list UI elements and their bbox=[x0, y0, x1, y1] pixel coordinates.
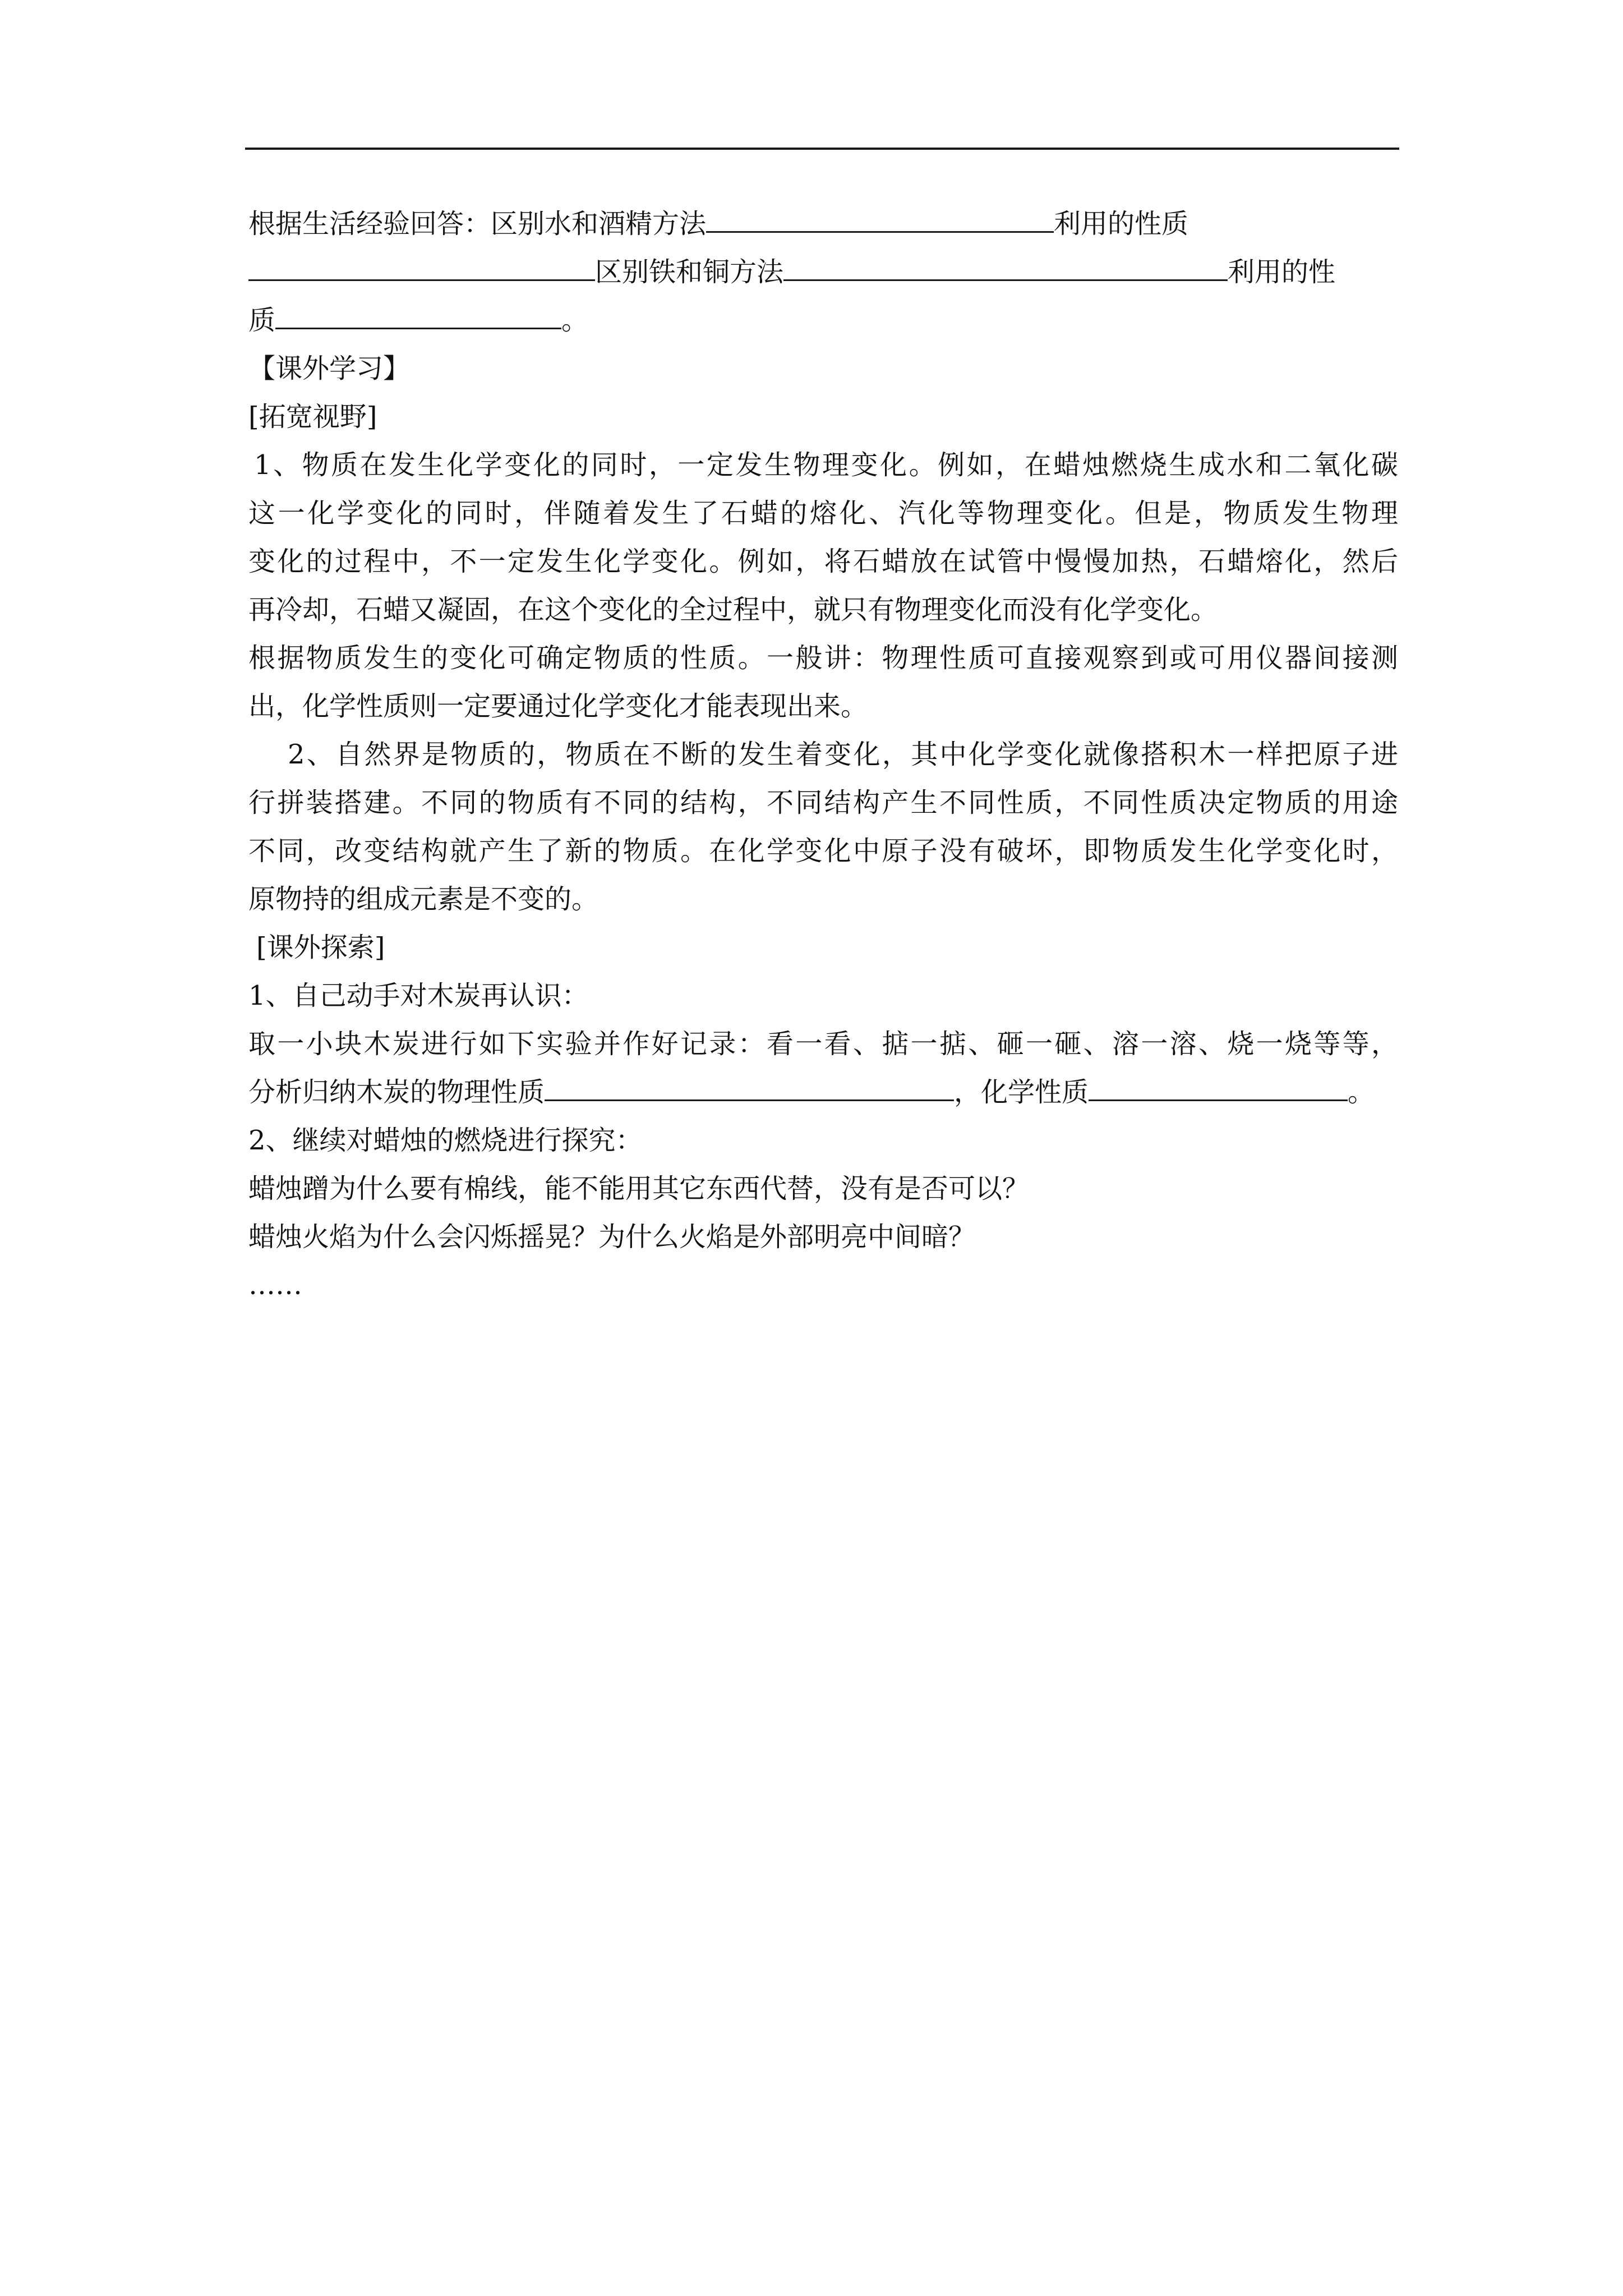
question-property-label: 利用的性质 bbox=[1054, 208, 1189, 240]
header-rule bbox=[245, 148, 1399, 150]
paragraph-1-line: 1、物质在发生化学变化的同时，一定发生物理变化。例如，在蜡烛燃烧生成水和二氧化碳 bbox=[254, 449, 1398, 481]
question-line-1 bbox=[248, 200, 1398, 248]
paragraph-1-line: 变化的过程中，不一定发生化学变化。例如，将石蜡放在试管中慢慢加热，石蜡熔化，然后 bbox=[248, 546, 1398, 577]
answer-blank-charcoal-physical[interactable] bbox=[545, 1070, 954, 1101]
answer-blank-iron-copper-property[interactable] bbox=[275, 298, 561, 329]
analysis-end: 。 bbox=[1348, 1076, 1375, 1108]
paragraph-2-line: 出，化学性质则一定要通过化学变化才能表现出来。 bbox=[248, 691, 868, 722]
explore-item-1-instruction: 取一小块木炭进行如下实验并作好记录：看一看、掂一掂、砸一砸、溶一溶、烧一烧等等， bbox=[248, 1028, 1398, 1060]
explore-item-1: 1、自己动手对木炭再认识： bbox=[248, 980, 589, 1011]
explore-item-2: 2、继续对蜡烛的燃烧进行探究： bbox=[248, 1125, 643, 1156]
paragraph-3-line: 原物持的组成元素是不变的。 bbox=[248, 884, 599, 915]
paragraph-3-line: 不同，改变结构就产生了新的物质。在化学变化中原子没有破坏，即物质发生化学变化时， bbox=[248, 835, 1398, 867]
document-body bbox=[248, 200, 1398, 1309]
paragraph-1-line: 再冷却，石蜡又凝固，在这个变化的全过程中，就只有物理变化而没有化学变化。 bbox=[248, 594, 1218, 625]
explore-question-2: 蜡烛火焰为什么会闪烁摇晃？为什么火焰是外部明亮中间暗？ bbox=[248, 1221, 976, 1253]
paragraph-3-line: 2、自然界是物质的，物质在不断的发生着变化，其中化学变化就像搭积木一样把原子进 bbox=[288, 739, 1398, 770]
explore-item-1-analysis bbox=[248, 1068, 1398, 1116]
charcoal-chemical-label: ，化学性质 bbox=[954, 1076, 1089, 1108]
question-property-label-2: 利用的性 bbox=[1228, 256, 1336, 288]
question-line-3 bbox=[248, 296, 1398, 344]
question-zhi: 质 bbox=[248, 305, 276, 336]
charcoal-physical-label: 分析归纳木炭的物理性质 bbox=[248, 1076, 545, 1108]
question-end: 。 bbox=[561, 305, 589, 336]
answer-blank-iron-copper-method[interactable] bbox=[783, 250, 1228, 281]
answer-blank-charcoal-chemical[interactable] bbox=[1089, 1070, 1348, 1101]
section-heading-after-class: 【课外学习】 bbox=[248, 353, 411, 384]
paragraph-1-line: 这一化学变化的同时，伴随着发生了石蜡的熔化、汽化等物理变化。但是，物质发生物理 bbox=[248, 498, 1398, 529]
question-iron-copper: 区别铁和铜方法 bbox=[595, 256, 784, 288]
answer-blank-water-alcohol-method[interactable] bbox=[706, 202, 1054, 233]
question-line-2 bbox=[248, 248, 1398, 296]
answer-blank-water-alcohol-property[interactable] bbox=[248, 250, 595, 281]
question-intro: 根据生活经验回答：区别水和酒精方法 bbox=[248, 208, 707, 240]
ellipsis: …… bbox=[248, 1269, 302, 1301]
subsection-heading-broaden: [拓宽视野] bbox=[248, 401, 377, 432]
subsection-heading-explore: [课外探索] bbox=[256, 932, 385, 963]
paragraph-3-line: 行拼装搭建。不同的物质有不同的结构，不同结构产生不同性质，不同性质决定物质的用途 bbox=[248, 787, 1398, 818]
explore-question-1: 蜡烛蹭为什么要有棉线，能不能用其它东西代替，没有是否可以？ bbox=[248, 1173, 1030, 1204]
paragraph-2-line: 根据物质发生的变化可确定物质的性质。一般讲：物理性质可直接观察到或可用仪器间接测 bbox=[248, 642, 1398, 674]
